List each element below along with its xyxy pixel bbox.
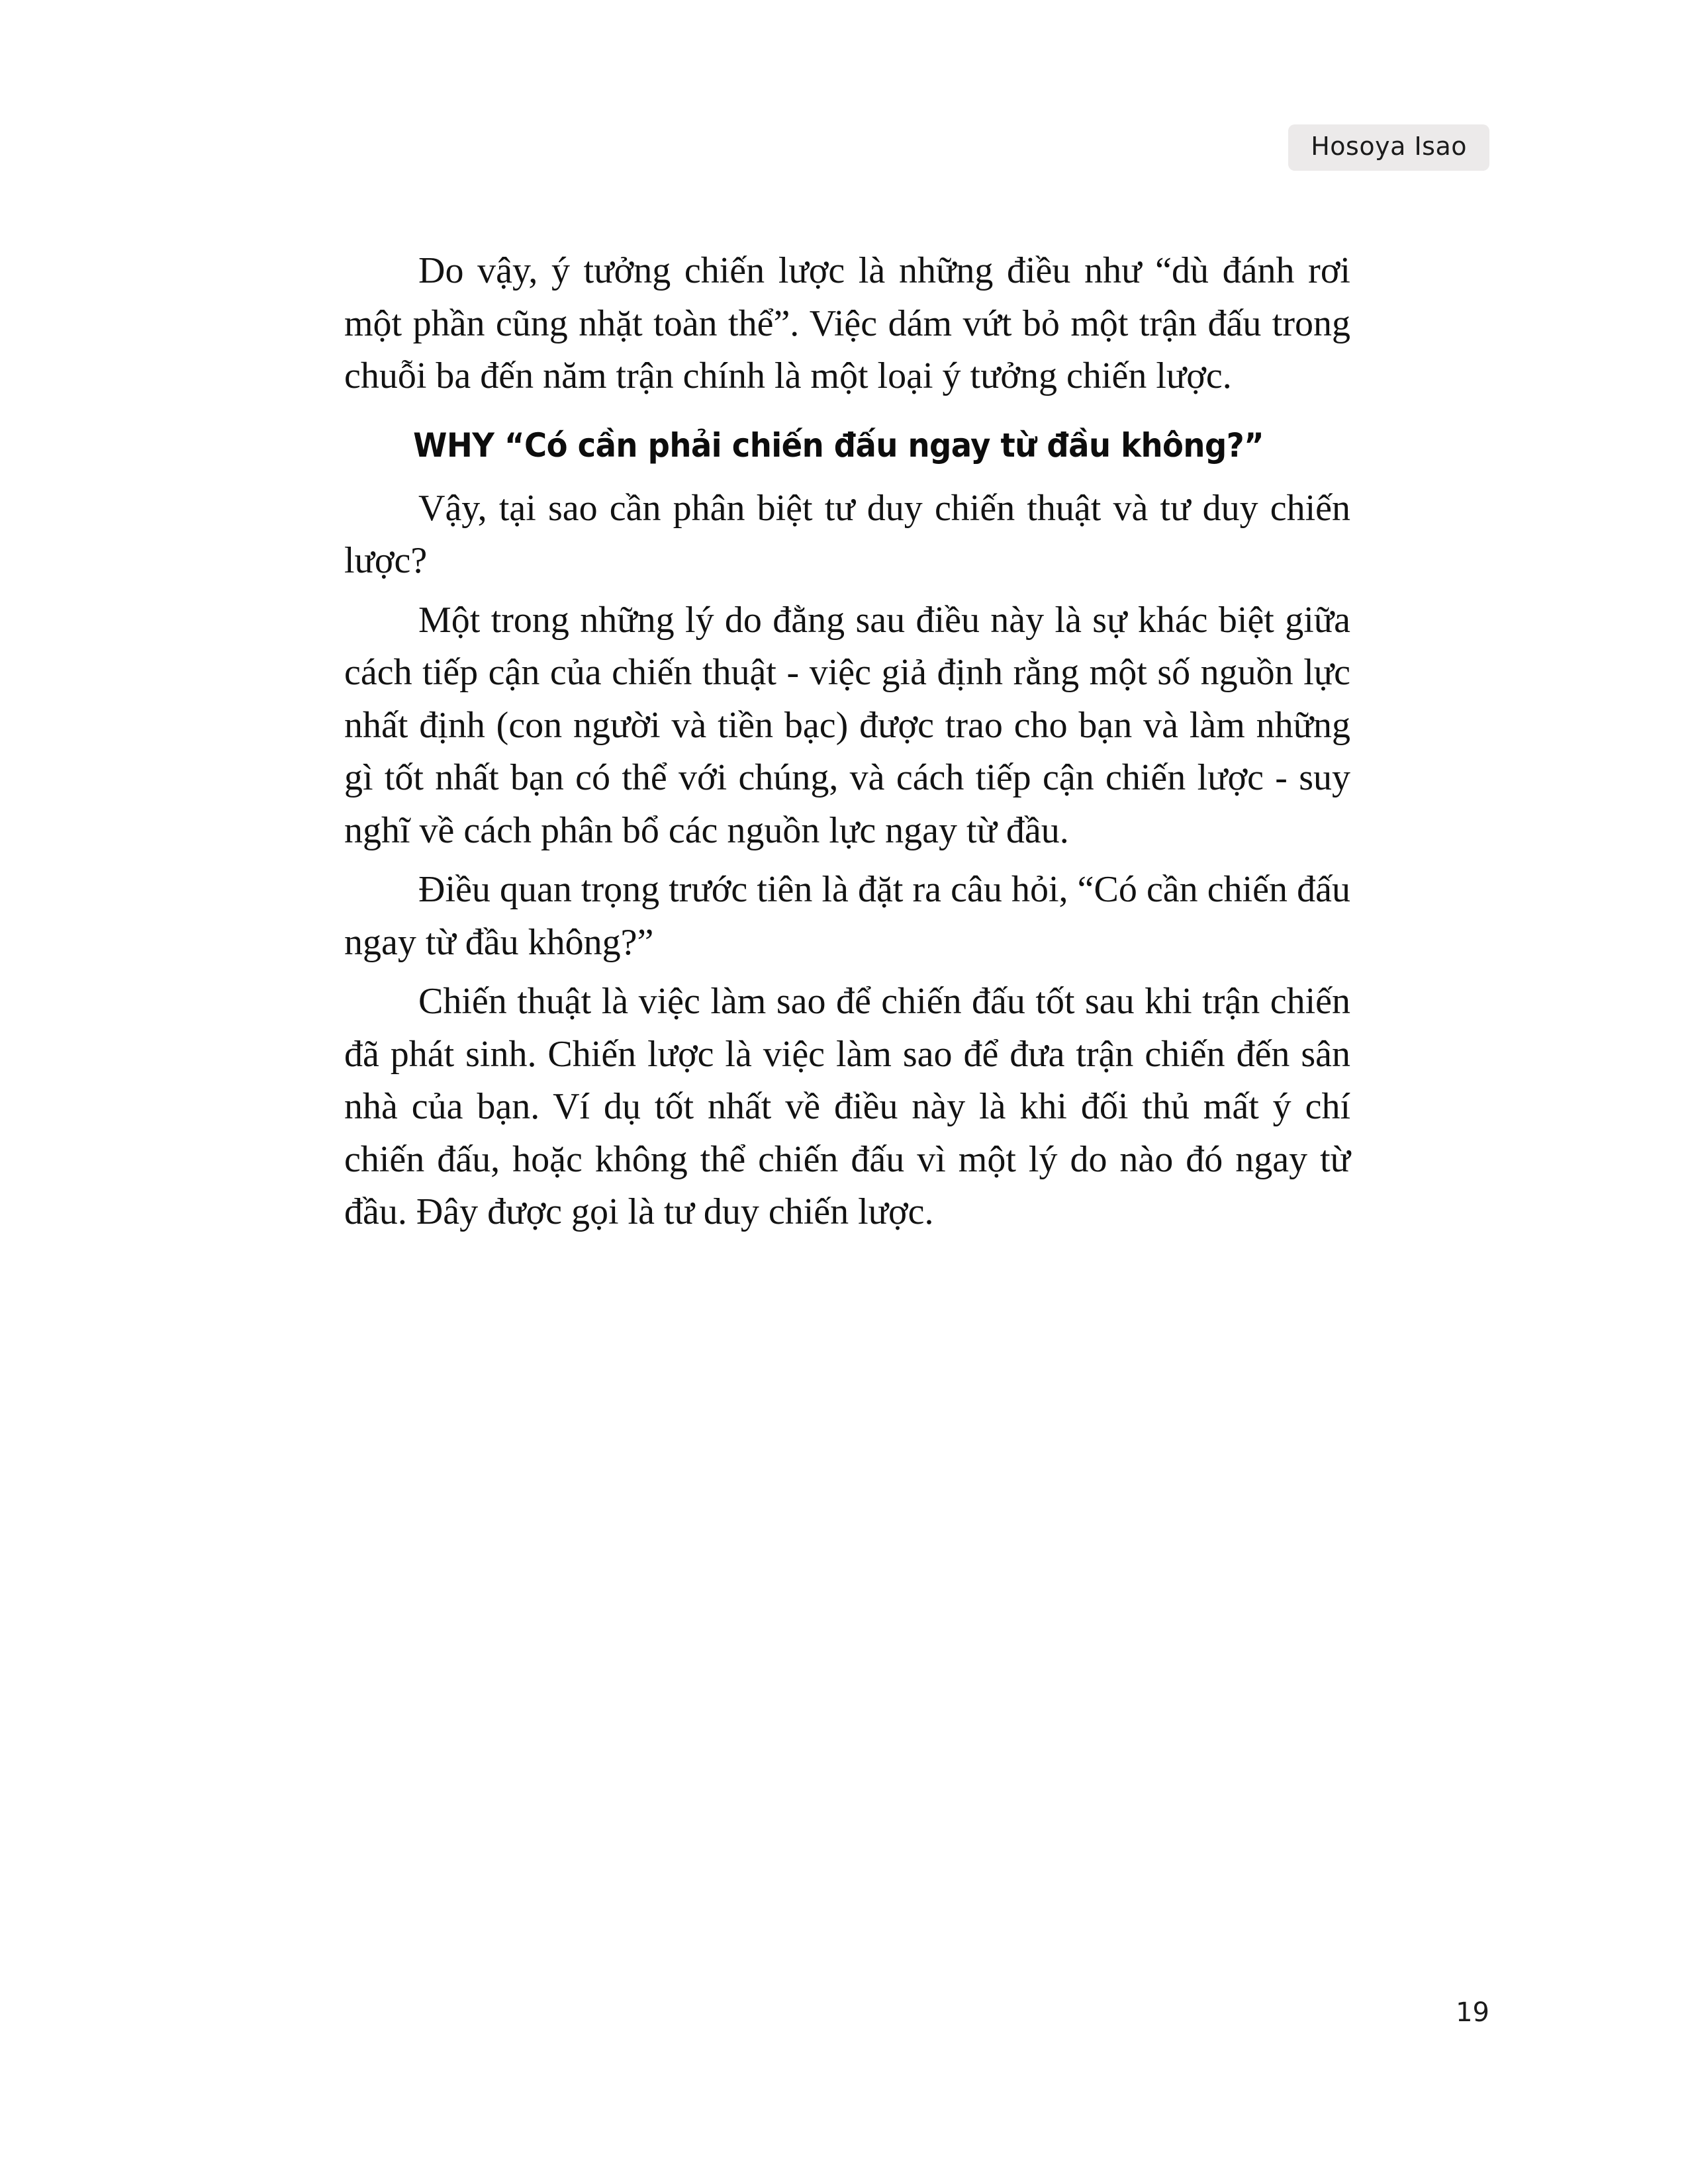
paragraph: Do vậy, ý tưởng chiến lược là những điều như “dù đánh rơi một phần cũng nhặt toàn thể”. Việc dám vứt bỏ một trận đấu trong chuỗi ba đến năm trận chính là một loại ý tưởng chiến lược.	[344, 250, 1350, 397]
paragraph: Một trong những lý do đằng sau điều này là sự khác biệt giữa cách tiếp cận của chiến thuật - việc giả định rằng một số nguồn lực nhất định (con người và tiền bạc) được trao cho bạn và làm những gì tốt nhất bạn có thể với chúng, và cách tiếp cận chiến lược - suy nghĩ về cách phân bổ các nguồn lực ngay từ đầu.	[344, 599, 1350, 851]
page-content	[344, 245, 1350, 1246]
paragraph: Điều quan trọng trước tiên là đặt ra câu hỏi, “Có cần chiến đấu ngay từ đầu không?”	[344, 869, 1350, 963]
running-head-author: Hosoya Isao	[1288, 124, 1489, 171]
page-number: 19	[1456, 1997, 1489, 2028]
section-heading: WHY “Có cần phải chiến đấu ngay từ đầu không?”	[413, 426, 1264, 465]
paragraph: Vậy, tại sao cần phân biệt tư duy chiến thuật và tư duy chiến lược?	[344, 487, 1350, 582]
paragraph: Chiến thuật là việc làm sao để chiến đấu tốt sau khi trận chiến đã phát sinh. Chiến lược là việc làm sao để đưa trận chiến đến sân nhà của bạn. Ví dụ tốt nhất về điều này là khi đối thủ mất ý chí chiến đấu, hoặc không thể chiến đấu vì một lý do nào đó ngay từ đầu. Đây được gọi là tư duy chiến lược.	[344, 981, 1350, 1233]
